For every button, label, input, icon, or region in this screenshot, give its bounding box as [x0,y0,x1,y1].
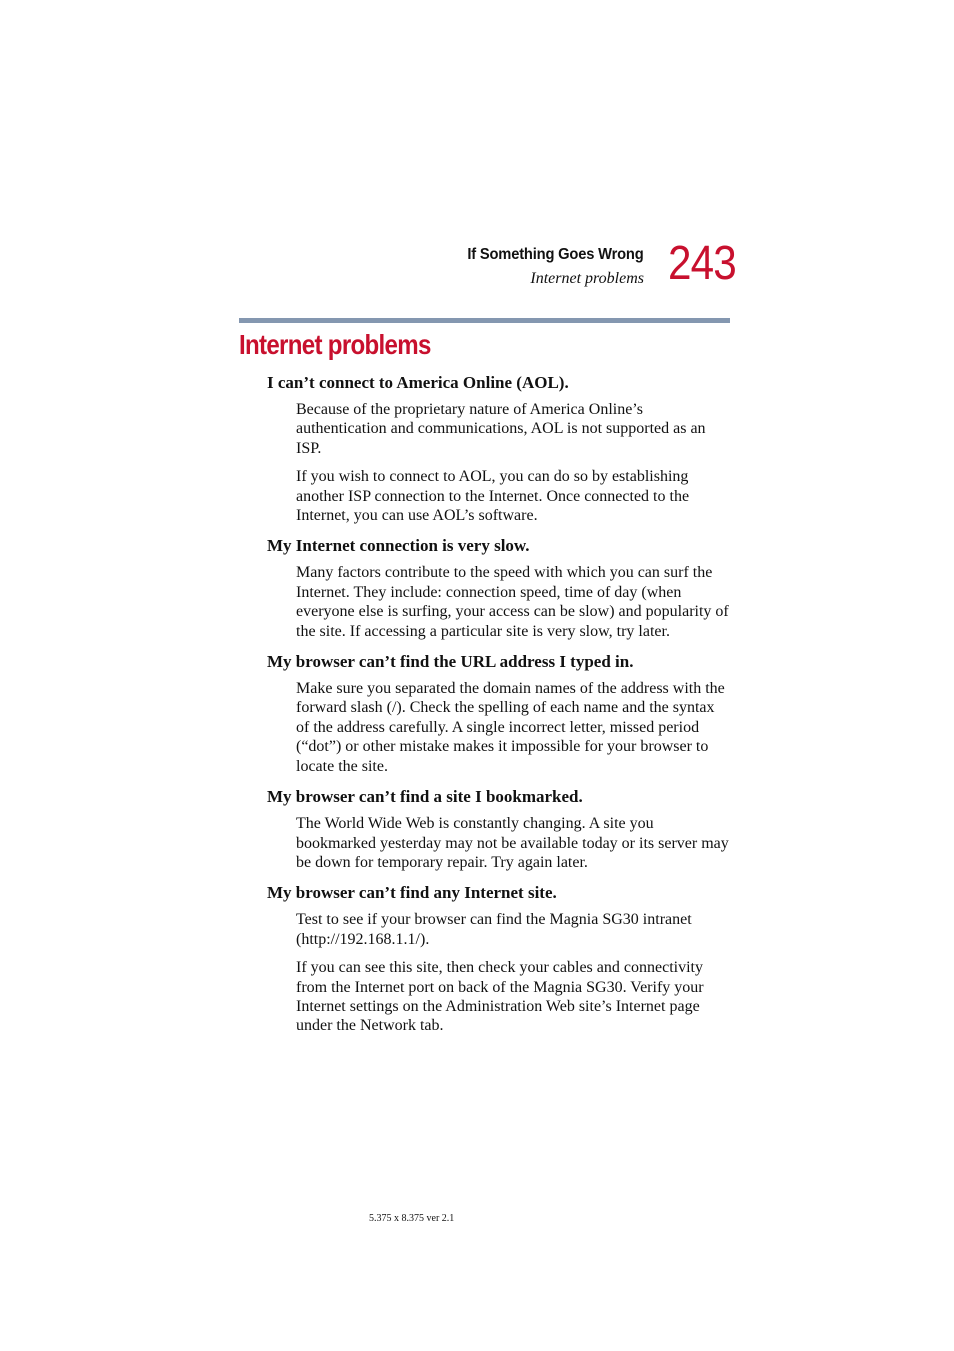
question-title: My browser can’t find a site I bookmarked. [267,787,583,807]
answer-paragraph: If you wish to connect to AOL, you can do so by establishing another ISP connection to the Internet. Once connected to the Internet, you can use AOL’s software. [296,468,690,525]
content-body [267,371,730,1045]
answer-paragraph: Make sure you separated the domain names of the address with the forward slash (/). Check the spelling of each name and the syntax of the address carefully. A single incorrect letter, missed period (“dot”) or other mistake makes it impossible for your browser to locate the site. [296,680,725,775]
question-title: My Internet connection is very slow. [267,536,530,556]
page-number: 243 [668,237,736,290]
answer-paragraph: If you can see this site, then check your cables and connectivity from the Internet port on back of the Magnia SG30. Verify your Internet settings on the Administration Web site’s Internet page under the Network tab. [296,959,704,1035]
footer-note: 5.375 x 8.375 ver 2.1 [369,1213,455,1224]
faq-section [267,650,730,776]
chapter-title: If Something Goes Wrong [467,246,644,263]
answer-paragraph: Many factors contribute to the speed with which you can surf the Internet. They include: connection speed, time of day (when everyone else is surfing, your access can be slow) and popularity of the site. If accessing a particular site is very slow, try later. [296,564,729,640]
faq-section [267,785,730,872]
question-title: My browser can’t find any Internet site. [267,883,557,903]
question-title: I can’t connect to America Online (AOL). [267,373,569,392]
question-title: My browser can’t find the URL address I typed in. [267,652,634,672]
faq-section [267,371,730,525]
section-subtitle: Internet problems [530,270,644,287]
page-title: Internet problems [239,329,431,360]
faq-section [267,534,730,641]
running-header [452,244,644,292]
answer-paragraph: Because of the proprietary nature of America Online’s authentication and communications, AOL is not supported as an ISP. [296,401,706,457]
heading-rule [239,318,730,323]
faq-section [267,881,730,1035]
answer-paragraph: The World Wide Web is constantly changing. A site you bookmarked yesterday may not be available today or its server may be down for temporary repair. Try again later. [296,815,729,871]
answer-paragraph: Test to see if your browser can find the Magnia SG30 intranet (http://192.168.1.1/). [296,911,692,948]
